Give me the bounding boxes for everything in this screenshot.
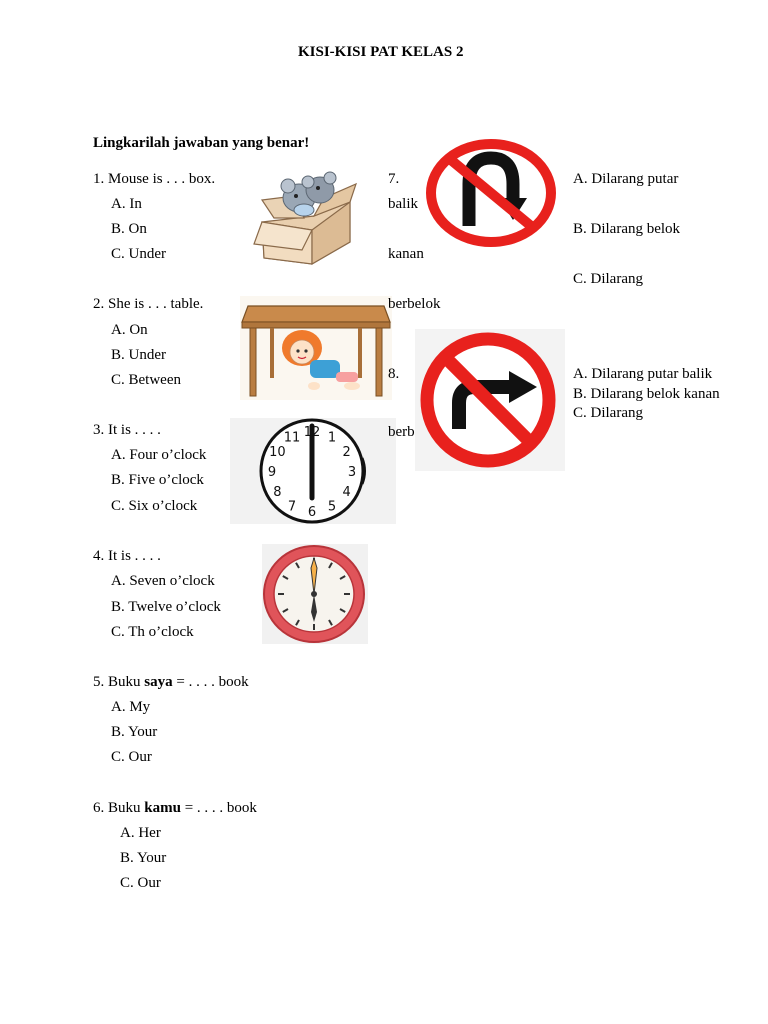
clock-numeral: 1 [327,430,337,446]
q3-option-a[interactable]: A. Four o’clock [111,447,207,463]
q2-stem: 2. She is . . . table. [93,296,204,312]
q7-number: 7. [388,171,400,187]
clock-numeral: 12 [303,425,321,440]
q2-option-a[interactable]: A. On [111,322,148,338]
mouse-in-box-image [254,172,358,268]
q6-option-a[interactable]: A. Her [120,825,161,841]
clock-numeral: 7 [287,499,297,515]
clock-numeral: 3 [347,465,357,480]
q1-option-a[interactable]: A. In [111,196,142,212]
q7-option-a[interactable]: A. Dilarang putar [573,171,679,187]
q3-option-b[interactable]: B. Five o’clock [111,472,204,488]
q5-option-a[interactable]: A. My [111,699,151,715]
q7-wrap-2: kanan [388,246,424,262]
q8-wrap-1: berb [388,424,415,440]
clock-six-oclock-image [230,418,396,524]
q6-option-c[interactable]: C. Our [120,875,161,891]
q6-stem: 6. Buku kamu = . . . . book [93,800,257,816]
girl-under-table-image [240,296,392,400]
q3-option-c[interactable]: C. Six o’clock [111,498,198,514]
q2-option-b[interactable]: B. Under [111,347,166,363]
clock-numeral: 10 [269,445,286,460]
q4-option-c[interactable]: C. Th o’clock [111,624,194,640]
clock-numeral: 4 [342,485,351,500]
clock-numeral: 5 [327,499,337,515]
q4-stem: 4. It is . . . . [93,548,161,564]
q7-wrap-1: balik [388,196,418,212]
q2-option-c[interactable]: C. Between [111,372,181,388]
q4-option-a[interactable]: A. Seven o’clock [111,573,215,589]
q8-option-c[interactable]: C. Dilarang [573,405,643,421]
clock-numeral: 9 [267,465,277,480]
red-wall-clock-image [262,544,368,644]
q3-stem: 3. It is . . . . [93,422,161,438]
q1-option-c[interactable]: C. Under [111,246,166,262]
q1-option-b[interactable]: B. On [111,221,147,237]
q5-option-c[interactable]: C. Our [111,749,152,765]
no-u-turn-sign-image [425,138,557,248]
instruction: Lingkarilah jawaban yang benar! [93,135,310,151]
q4-option-b[interactable]: B. Twelve o’clock [111,599,221,615]
q7-option-b[interactable]: B. Dilarang belok [573,221,681,237]
no-right-turn-sign-image [415,329,565,471]
q7-wrap-3: berbelok [388,296,441,312]
clock-numeral: 11 [283,430,301,446]
q1-stem: 1. Mouse is . . . box. [93,171,216,187]
q8-option-b[interactable]: B. Dilarang belok kanan [573,386,720,402]
q8-number: 8. [388,366,400,382]
q7-option-c[interactable]: C. Dilarang [573,271,643,287]
q8-option-a[interactable]: A. Dilarang putar balik [573,366,713,382]
q5-stem: 5. Buku saya = . . . . book [93,674,249,690]
clock-numeral: 2 [342,445,351,460]
q5-option-b[interactable]: B. Your [111,724,158,740]
clock-numeral: 6 [307,505,317,520]
page-title: KISI-KISI PAT KELAS 2 [298,44,464,60]
q6-option-b[interactable]: B. Your [120,850,167,866]
clock-numeral: 8 [273,485,282,500]
